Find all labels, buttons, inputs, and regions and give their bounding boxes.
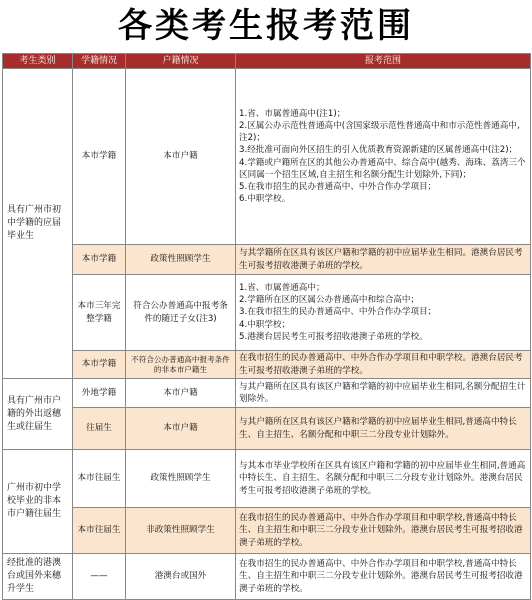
xueji-cell: 本市往届生 <box>73 508 126 554</box>
category-cell: 广州市初中学校毕业的非本市户籍往届生 <box>3 450 73 554</box>
scope-line: 4.中职学校； <box>239 319 291 330</box>
huji-cell: 本市户籍 <box>126 408 236 450</box>
table-row <box>3 554 531 600</box>
header-scope: 报考范围 <box>236 54 531 69</box>
xueji-cell: 本市往届生 <box>73 450 126 508</box>
table-row <box>3 351 531 379</box>
table-row <box>3 408 531 450</box>
scope-line: 5.在我市招生的民办普通高中、中外合作办学项目； <box>239 181 437 192</box>
scope-line: 2.区属公办示范性普通高中(含国家级示范性普通高中和市示范性普通高中,注2)； <box>239 120 520 144</box>
scope-cell: 与其学籍所在区具有该区户籍和学籍的初中应届毕业生相同。港澳台居民考生可报考招收港澳子弟班的学校。 <box>236 245 531 275</box>
scope-cell: 在我市招生的民办普通高中、中外合作办学项目和中职学校。港澳台居民考生可报考招收港澳子弟班的学校。 <box>236 351 531 379</box>
scope-line: 5.港澳台居民考生可报考招收港澳子弟班的学校。 <box>239 331 428 342</box>
scope-cell: 与其本市毕业学校所在区具有该区户籍和学籍的初中应届毕业生相同,普通高中特长生、自主招生、名额分配和中职三二分段专业计划除外。港澳台居民考生可报考招收港澳子弟班的学校。 <box>236 450 531 508</box>
huji-cell: 政策性照顾学生 <box>126 450 236 508</box>
header-huji: 户籍情况 <box>126 54 236 69</box>
table-row <box>3 379 531 408</box>
scope-cell: 在我市招生的民办普通高中、中外合作办学项目和中职学校,普通高中特长生、自主招生和中职三二分段专业计划除外。港澳台居民考生可报考招收港澳子弟班的学校。 <box>236 508 531 554</box>
xueji-cell: 本市学籍 <box>73 69 126 245</box>
category-cell: 经批准的港澳台或国外来穗升学生 <box>3 554 73 600</box>
scope-cell: 在我市招生的民办普通高中、中外合作办学项目和中职学校,普通高中特长生、自主招生和中职三二分段专业计划除外。港澳台居民考生可报考招收港澳子弟班的学校。 <box>236 554 531 600</box>
xueji-cell: 往届生 <box>73 408 126 450</box>
table-row <box>3 245 531 275</box>
category-cell: 具有广州市户籍的外出返穗生或往届生 <box>3 379 73 450</box>
table-row <box>3 450 531 508</box>
scope-line: 3.经批准可面向外区招生的引入优质教育资源新建的区属普通高中(注2)； <box>239 145 518 156</box>
huji-cell: 本市户籍 <box>126 69 236 245</box>
scope-cell: 与其户籍所在区具有该区户籍和学籍的初中应届毕业生相同,名额分配招生计划除外。 <box>236 379 531 408</box>
huji-cell: 符合公办普通高中报考条件的随迁子女(注3) <box>126 275 236 351</box>
scope-cell <box>236 69 531 245</box>
category-cell: 具有广州市初中学籍的应届毕业生 <box>3 69 73 379</box>
xueji-cell: 外地学籍 <box>73 379 126 408</box>
admission-scope-table <box>2 53 531 600</box>
xueji-cell: 本市学籍 <box>73 245 126 275</box>
huji-cell: 本市户籍 <box>126 379 236 408</box>
scope-line: 1.省、市属普通高中(注1)； <box>239 108 346 119</box>
header-xueji: 学籍情况 <box>73 54 126 69</box>
table-header-row <box>3 54 531 69</box>
xueji-cell: —— <box>73 554 126 600</box>
table-row <box>3 275 531 351</box>
scope-cell <box>236 275 531 351</box>
scope-line: 2.学籍所在区的区属公办普通高中和综合高中； <box>239 295 420 306</box>
header-category: 考生类别 <box>3 54 73 69</box>
table-row <box>3 508 531 554</box>
huji-cell: 非政策性照顾学生 <box>126 508 236 554</box>
xueji-cell: 本市三年完整学籍 <box>73 275 126 351</box>
xueji-cell: 本市学籍 <box>73 351 126 379</box>
table-row <box>3 69 531 245</box>
scope-line: 3.在我市招生的民办普通高中、中外合作办学项目； <box>239 307 437 318</box>
scope-line: 6.中职学校。 <box>239 194 291 205</box>
scope-line: 4.学籍或户籍所在区的其他公办普通高中、综合高中(越秀、海珠、荔湾三个区同属一个招生区域,自主招生和名额分配生计划除外,下同)； <box>239 157 526 180</box>
scope-line: 1.省、市属普通高中； <box>239 282 325 293</box>
scope-cell: 与其户籍所在区具有该区户籍和学籍的初中应届毕业生相同,普通高中特长生、自主招生、名额分配和中职三二分段专业计划除外。 <box>236 408 531 450</box>
huji-cell: 港澳台或国外 <box>126 554 236 600</box>
huji-cell: 不符合公办普通高中报考条件的非本市户籍生 <box>126 351 236 379</box>
huji-cell: 政策性照顾学生 <box>126 245 236 275</box>
page-title: 各类考生报考范围 <box>118 6 414 46</box>
